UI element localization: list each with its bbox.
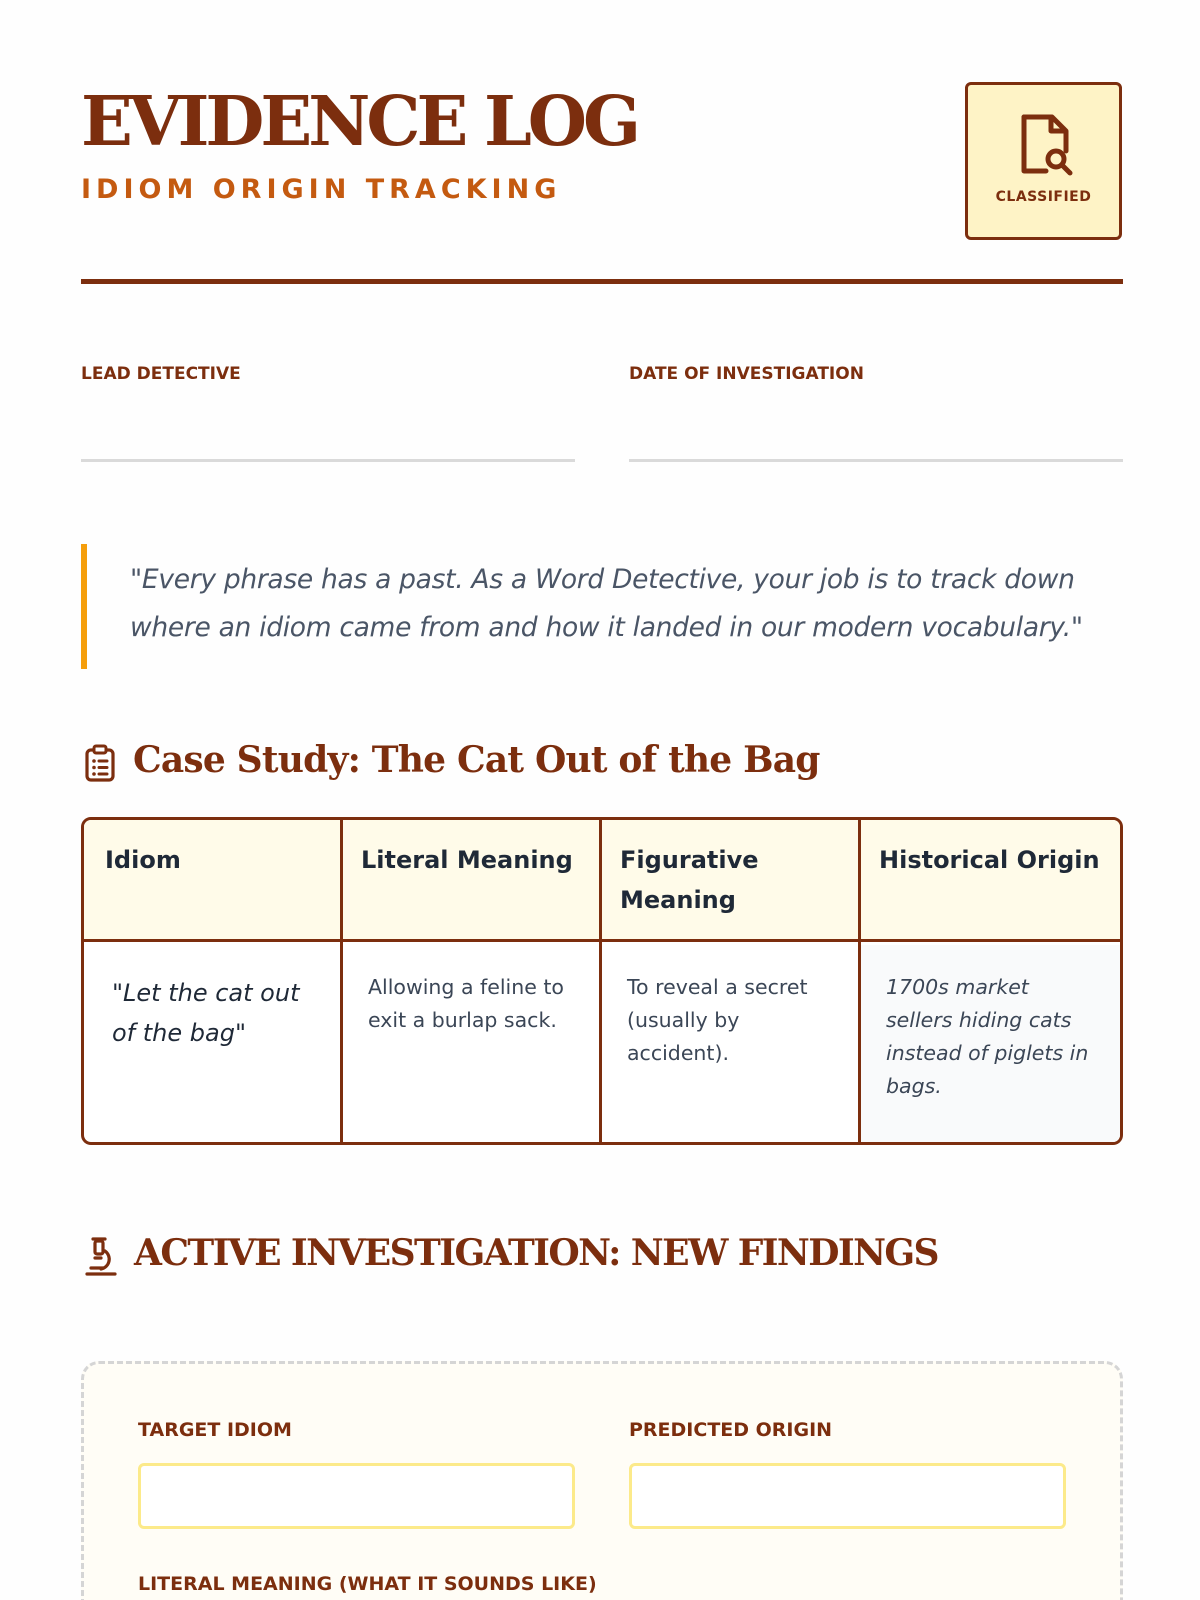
intro-quote [81,544,1123,669]
table-header-origin: Historical Origin [858,820,1120,942]
new-findings-panel [81,1361,1123,1600]
table-divider [340,820,343,1145]
clipboard-list-icon [84,744,116,782]
table-divider [858,820,861,1145]
page-title: EVIDENCE LOG [81,82,638,162]
header-divider [81,279,1123,284]
table-divider [599,820,602,1145]
case-study-title: Case Study: The Cat Out of the Bag [133,739,820,781]
table-header-literal: Literal Meaning [340,820,599,942]
literal-meaning-label: LITERAL MEANING (WHAT IT SOUNDS LIKE) [138,1573,597,1595]
table-header-idiom: Idiom [84,820,340,942]
page-header [81,82,1121,282]
file-search-icon [1018,113,1074,177]
microscope-icon [83,1237,119,1277]
page-subtitle: IDIOM ORIGIN TRACKING [81,174,562,205]
investigation-title: ACTIVE INVESTIGATION: NEW FINDINGS [134,1232,938,1274]
quote-text: "Every phrase has a past. As a Word Detective, your job is to track down where an idiom came from and how it landed in our modern vocabulary." [130,564,1083,643]
target-idiom-input[interactable] [138,1463,575,1529]
target-idiom-label: TARGET IDIOM [138,1419,292,1441]
lead-detective-field[interactable] [81,459,575,462]
table-cell-idiom: "Let the cat out of the bag" [112,979,300,1047]
table-cell-literal: Allowing a feline to exit a burlap sack. [368,975,564,1032]
table-cell-figurative: To reveal a secret (usually by accident). [627,975,808,1065]
date-field[interactable] [629,459,1123,462]
lead-detective-label: LEAD DETECTIVE [81,364,241,384]
predicted-origin-input[interactable] [629,1463,1066,1529]
predicted-origin-label: PREDICTED ORIGIN [629,1419,833,1441]
table-header-figurative: Figurative Meaning [599,820,858,942]
classified-stamp [965,82,1122,240]
case-study-table [81,817,1123,1145]
date-label: DATE OF INVESTIGATION [629,364,864,384]
stamp-label: CLASSIFIED [995,189,1092,205]
table-cell-origin: 1700s market sellers hiding cats instead of piglets in bags. [858,945,1120,1145]
